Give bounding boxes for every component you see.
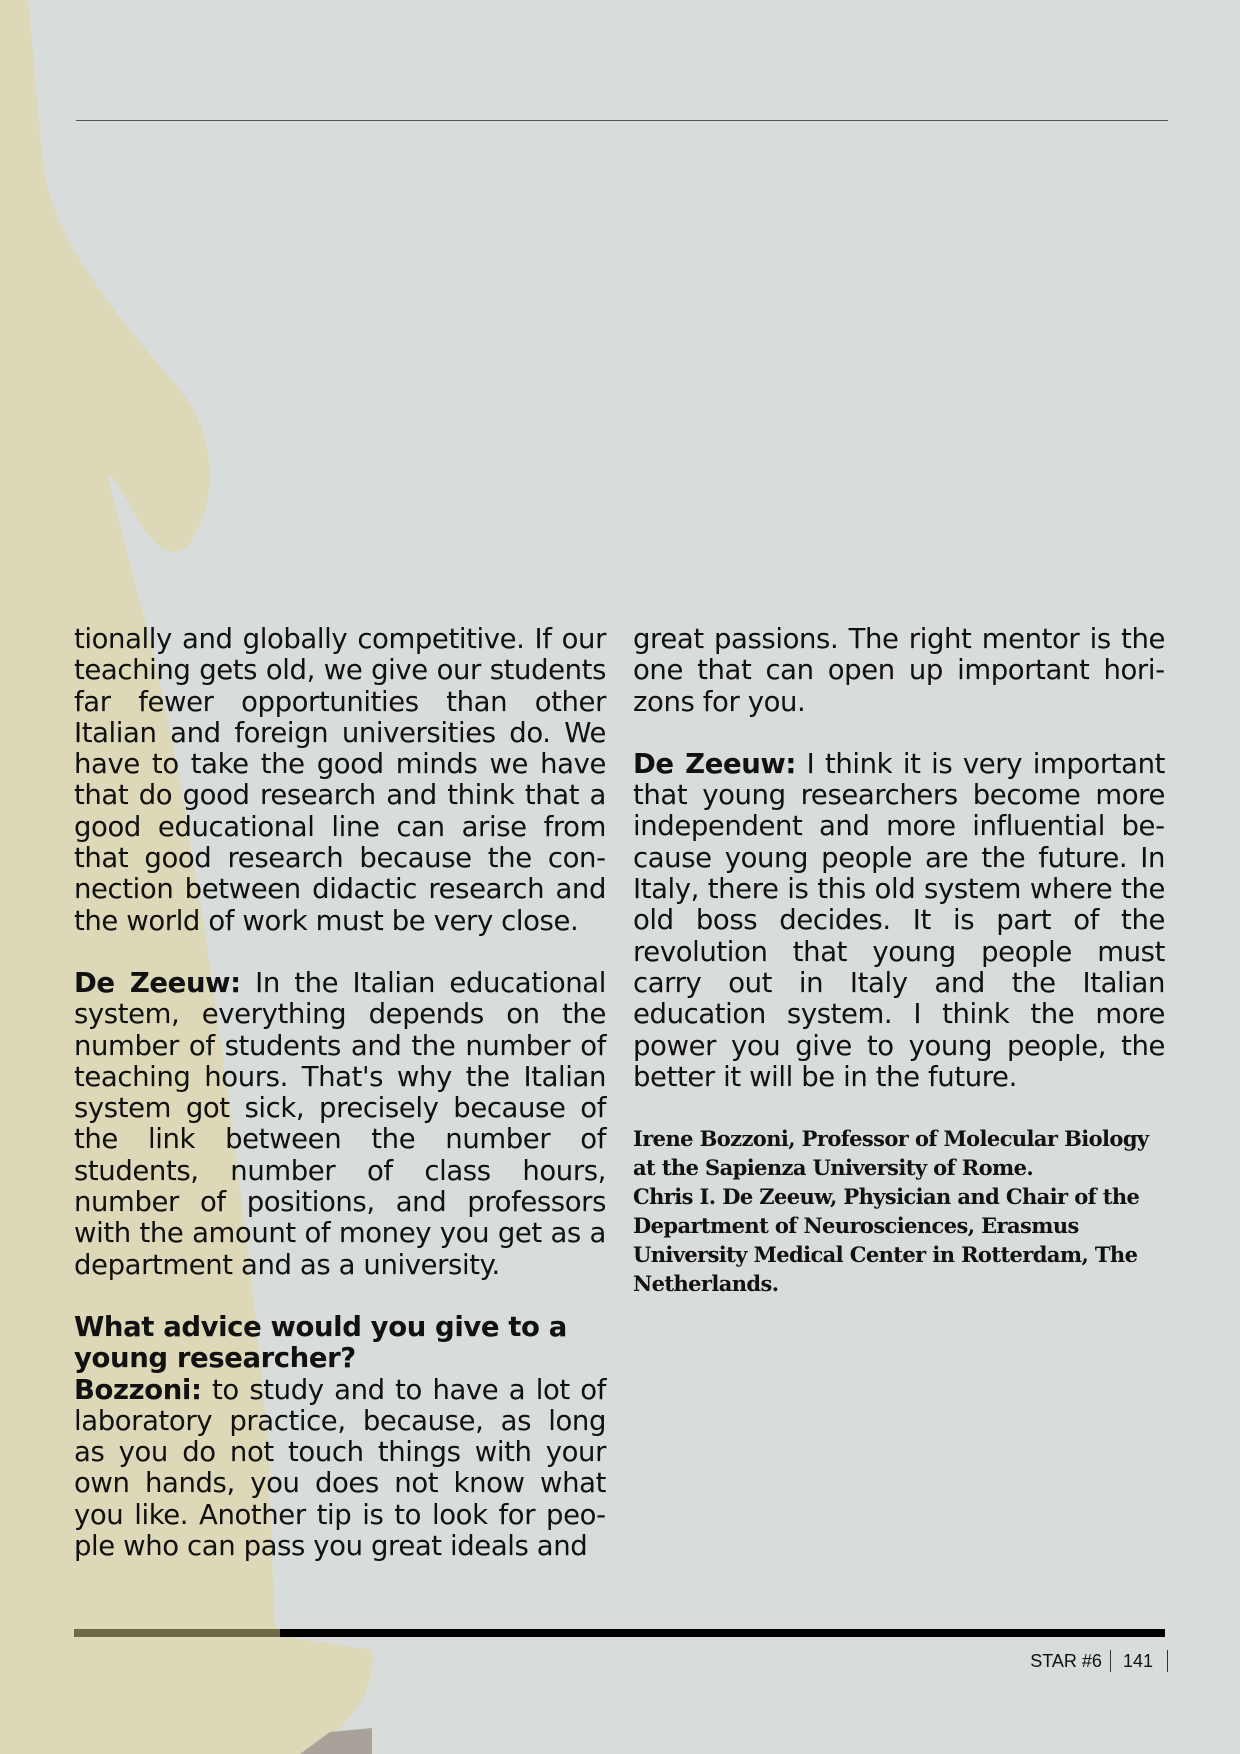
magazine-label: STAR #6 [1030, 1650, 1102, 1671]
paragraph [74, 968, 606, 1281]
paragraph-text: I think it is very important that young researchers become more independent and more influential because young people are the future. In Italy, there is this old system where the old boss decides. It is part of the revolution that young people must carry out in Italy and the Italian education system. I think the more power you give to young people, the better it will be in the future. [633, 747, 1165, 1093]
speaker-label: De Zeeuw: [74, 966, 241, 999]
article-column-right [633, 624, 1165, 1298]
article-column-left [74, 624, 606, 1562]
top-rule [76, 120, 1168, 121]
paragraph [74, 1375, 606, 1563]
credit-de-zeeuw: Chris I. De Zeeuw, Physician and Chair of the Department of Neurosciences, Erasmus University Medical Center in Rotterdam, The Netherlands. [633, 1184, 1140, 1297]
interview-question: What advice would you give to a young researcher? [74, 1310, 567, 1375]
speaker-label: De Zeeuw: [633, 747, 796, 780]
paragraph-text: to study and to have a lot of laboratory practice, because, as long as you do not touch things with your own hands, you does not know what you like. Another tip is to look for people who can pass you great ideals and [74, 1373, 606, 1563]
footer-divider [1110, 1650, 1111, 1672]
paragraph: tionally and globally competitive. If our teaching gets old, we give our students far fewer opportunities than other Italian and foreign universities do. We have to take the good minds we have that do good research and think that a good educational line can arise from that good research because the connection between didactic research and the world of work must be very close. [74, 623, 606, 937]
paragraph [633, 749, 1165, 1093]
bottom-rule [74, 1629, 1165, 1637]
credit-bozzoni: Irene Bozzoni, Professor of Molecular Biology at the Sapienza University of Rome. [633, 1126, 1149, 1181]
paragraph-text: In the Italian educational system, everything depends on the number of students and the number of teaching hours. That's why the Italian system got sick, precisely because of the link between the number of students, number of class hours, number of positions, and professors with the amount of money you get as a department and as a university. [74, 966, 606, 1281]
page-number: 141 [1122, 1650, 1153, 1671]
bottom-rule-tint [74, 1629, 280, 1637]
paragraph: great passions. The right mentor is the one that can open up important horizons for you. [633, 623, 1165, 718]
speaker-label: Bozzoni: [74, 1373, 202, 1406]
page-footer [1030, 1650, 1168, 1672]
footer-divider [1167, 1650, 1168, 1672]
author-credits [633, 1124, 1165, 1298]
